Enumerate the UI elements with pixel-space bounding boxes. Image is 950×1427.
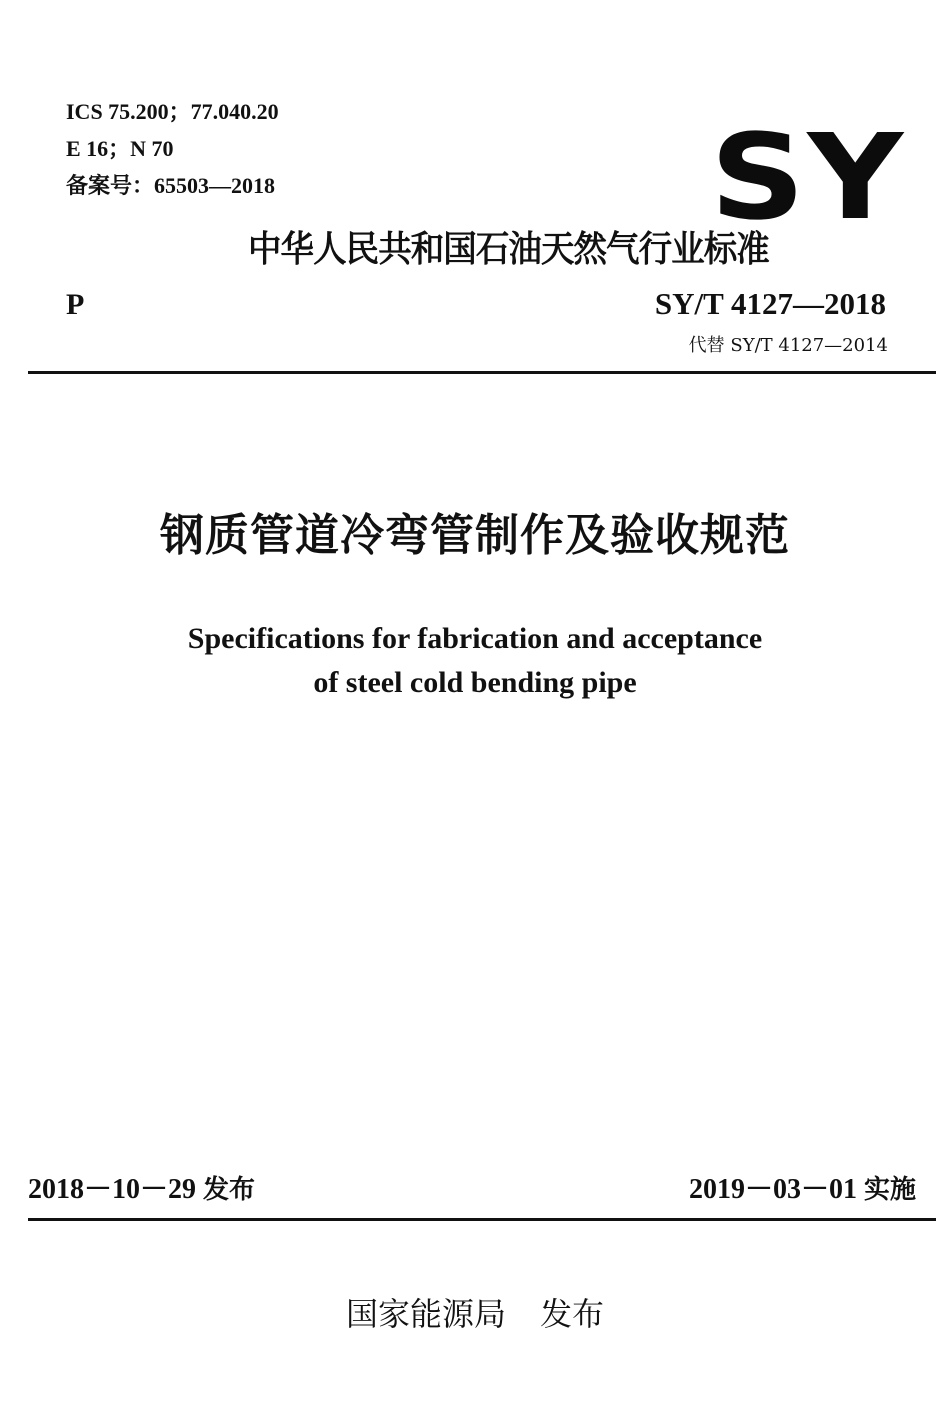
implement-date-block: [689, 1172, 916, 1208]
implement-label: 实施: [863, 1175, 916, 1205]
record-number: 备案号：65503—2018: [66, 173, 276, 198]
publisher-line: [0, 1292, 950, 1336]
issue-date: 2018－10－29: [28, 1174, 197, 1205]
issue-label: 发布: [203, 1175, 256, 1205]
bottom-divider: [28, 1218, 936, 1221]
issue-date-block: [28, 1172, 255, 1208]
standard-number: SY/T 4127—2018: [654, 286, 886, 321]
publisher-name: 国家能源局: [345, 1295, 506, 1333]
replaces-note: 代替 SY/T 4127—2014: [688, 335, 888, 356]
top-divider: [28, 371, 936, 374]
ics-code: ICS 75.200；77.040.20: [66, 99, 279, 124]
category-letter: P: [66, 288, 85, 321]
sy-logo: SY: [710, 108, 906, 246]
title-chinese: 钢质管道冷弯管制作及验收规范: [160, 510, 790, 561]
title-english-line1: Specifications for fabrication and acceptance: [187, 622, 763, 655]
classification-code: E 16；N 70: [66, 136, 174, 161]
industry-standard-heading: 中华人民共和国石油天然气行业标准: [248, 229, 769, 270]
title-english-line2: of steel cold bending pipe: [313, 666, 637, 699]
implement-date: 2019－03－01: [688, 1174, 857, 1205]
publisher-action: 发布: [540, 1295, 605, 1333]
